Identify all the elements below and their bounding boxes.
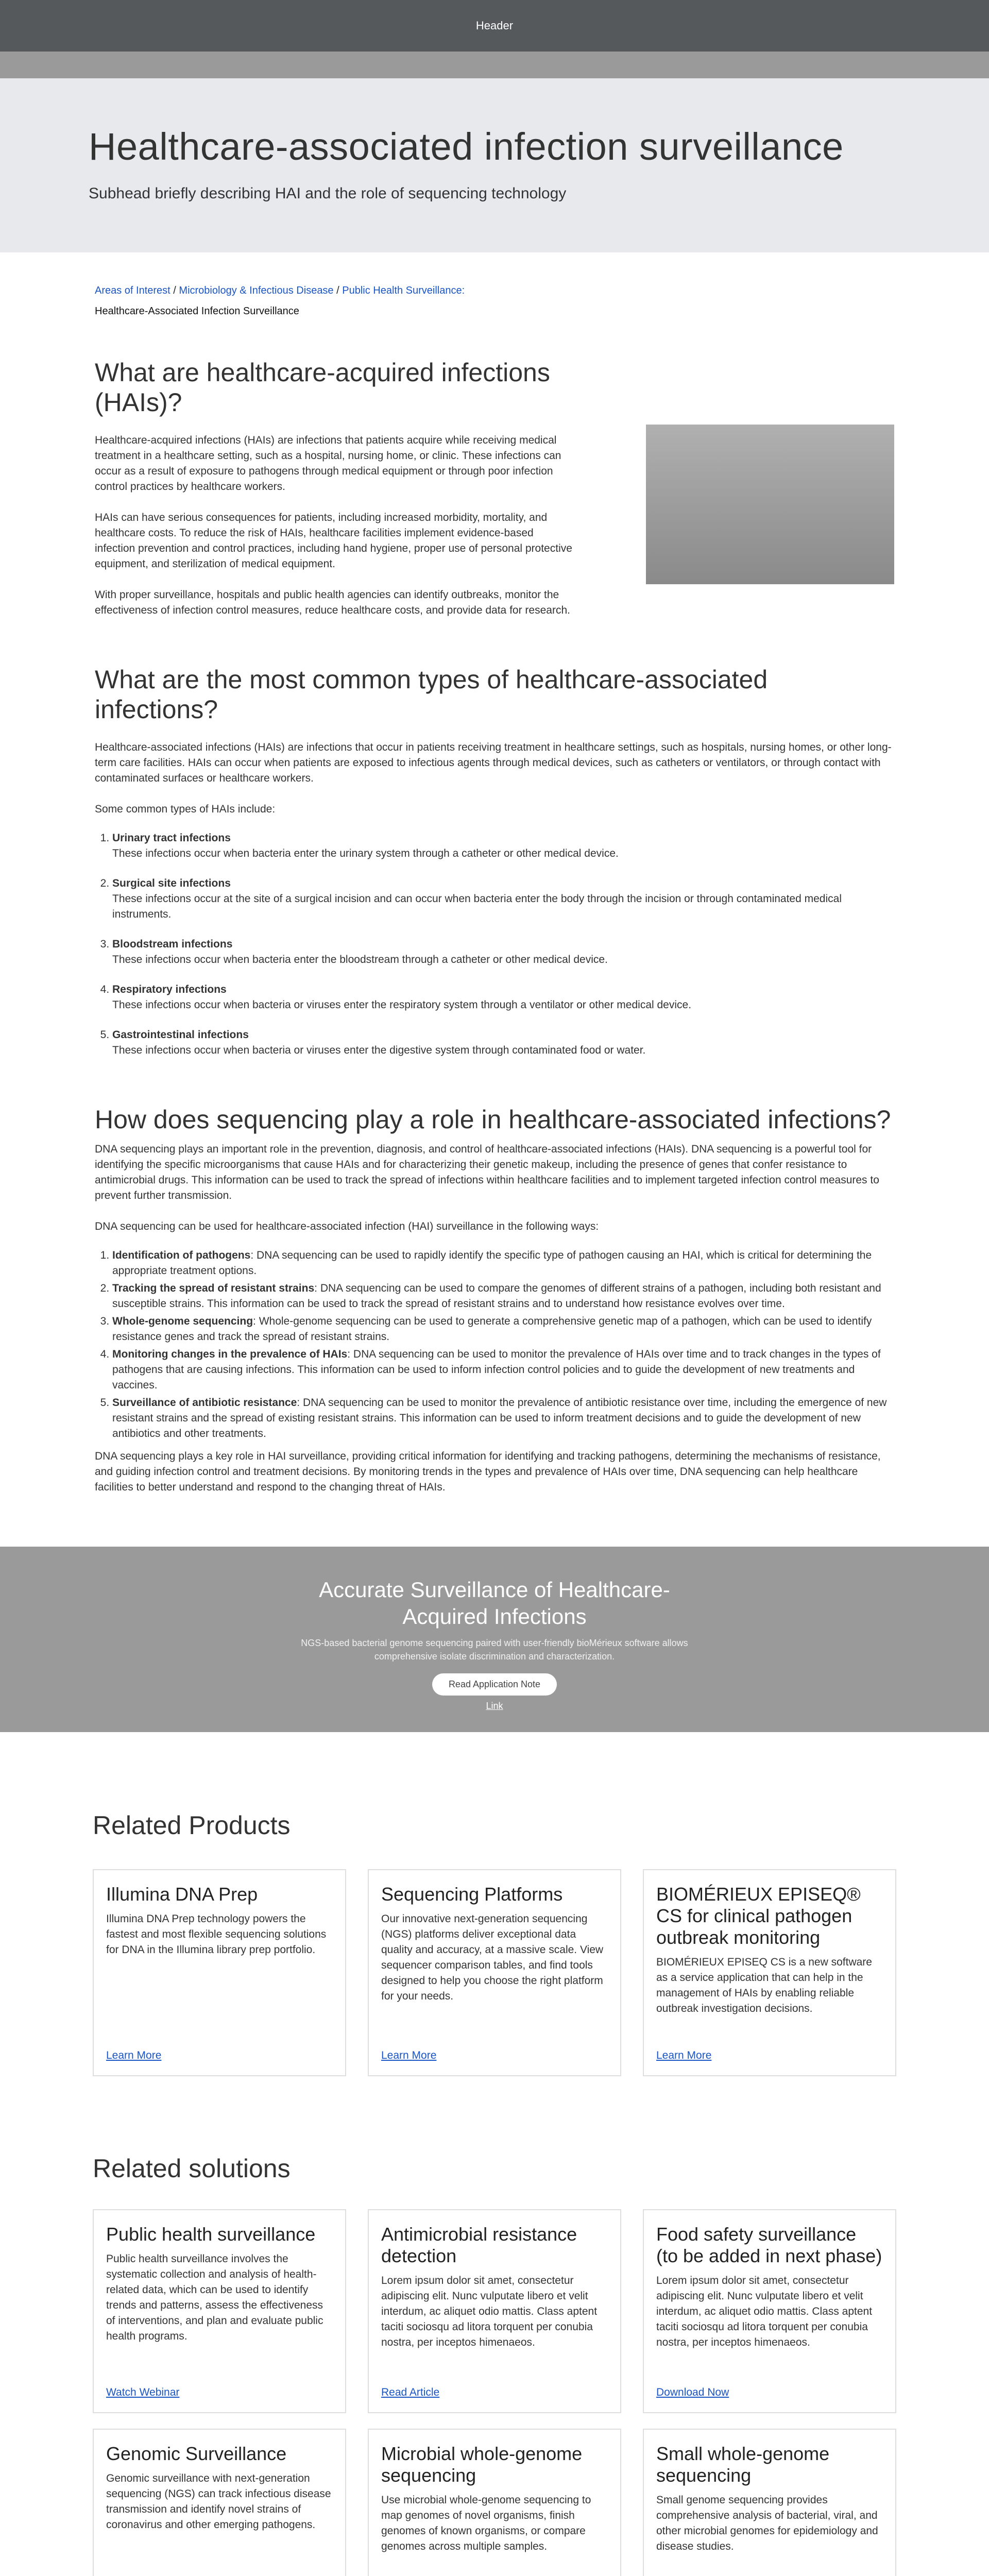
list-item-desc: DNA sequencing can be used to monitor the prevalence of antibiotic resistance over time, including the emergence of new resistant strains and the spread of existing resistant strains. This information can be used to inform treatment decisions and to guide the development of new antibiotics and other treatments. <box>112 1397 887 1439</box>
card-description: Illumina DNA Prep technology powers the fastest and most flexible sequencing solutions for DNA in the Illumina library prep portfolio. <box>106 1913 327 1956</box>
sequencing-paragraph: DNA sequencing can be used for healthcare-associated infection (HAI) surveillance in the following ways: <box>95 1221 599 1232</box>
list-item: 5. Surveillance of antibiotic resistance: DNA sequencing can be used to monitor the prevalence of antibiotic resistance over time, including the emergence of new resistant strains and the spread of existing resistant strains. This information can be used to inform treatment decisions and to guide the development of new antibiotics and other treatments. <box>112 1395 894 1442</box>
watch-webinar-link[interactable]: Watch Webinar <box>106 2386 180 2398</box>
product-card <box>368 1869 621 2076</box>
cta-link[interactable]: Link <box>486 1701 503 1711</box>
solution-card-row <box>93 2209 896 2413</box>
list-item-desc: DNA sequencing can be used to compare the genomes of different strains of a pathogen, including both resistant and susceptible strains. This information can be used to track the spread of resistant strains and to understand how resistance evolves over time. <box>112 1282 881 1310</box>
product-card <box>93 1869 346 2076</box>
solution-card <box>643 2209 896 2413</box>
sequencing-summary <box>95 1449 894 1495</box>
hai-intro-title: What are healthcare-acquired infections (HAIs)? <box>95 358 550 417</box>
card-description: Small genome sequencing provides comprehensive analysis of bacterial, viral, and other microbial genomes for epidemiology and disease studies. <box>656 2494 878 2552</box>
hai-intro-paragraph: Healthcare-acquired infections (HAIs) are infections that patients acquire while receiving medical treatment in a healthcare setting, such as a hospital, nursing home, or clinic. These infections can occur as a result of exposure to pathogens through medical equipment or through poor infection control practices by healthcare workers. <box>95 434 561 493</box>
learn-more-link[interactable]: Learn More <box>656 2049 712 2061</box>
breadcrumb-link-microbiology[interactable]: Microbiology & Infectious Disease <box>179 285 334 296</box>
breadcrumb-link-public-health[interactable]: Public Health Surveillance: <box>342 285 465 296</box>
hai-types-paragraph: Healthcare-associated infections (HAIs) are infections that occur in patients receiving treatment in healthcare settings, such as hospitals, nursing homes, or other long-term care facilities. HAIs can occur when patients are exposed to infectious agents through medical devices, such as catheters or ventilators, or through contact with contaminated surfaces or healthcare workers. <box>95 741 892 784</box>
site-header <box>0 0 989 52</box>
sequencing-paragraph: DNA sequencing plays an important role in the prevention, diagnosis, and control of healthcare-associated infections (HAIs). DNA sequencing is a powerful tool for identifying the specific microorganisms that cause HAIs and for characterizing their genetic makeup, including the presence of genes that confer resistance to antimicrobial drugs. This information can be used to track the spread of infections within healthcare facilities and to implement targeted infection control measures to prevent further transmission. <box>95 1143 879 1201</box>
list-item <box>112 982 894 1013</box>
breadcrumb-separator: / <box>333 285 343 296</box>
card-description: BIOMÉRIEUX EPISEQ CS is a new software as a service application that can help in the management of HAIs by enabling reliable outbreak investigation decisions. <box>656 1956 872 2014</box>
card-description: Genomic surveillance with next-generation sequencing (NGS) can track infectious disease transmission and identify novel strains of coronavirus and other emerging pathogens. <box>106 2472 331 2531</box>
related-solutions-section <box>93 2154 896 2576</box>
hai-types-list <box>95 831 894 1058</box>
hero-subhead: Subhead briefly describing HAI and the role of sequencing technology <box>89 185 567 202</box>
main-content <box>0 280 989 1495</box>
cta-description: NGS-based bacterial genome sequencing paired with user-friendly bioMérieux software allows comprehensive isolate discrimination and characterization. <box>301 1638 688 1662</box>
breadcrumb-current: Healthcare-Associated Infection Surveillance <box>95 306 299 317</box>
list-item-desc: Whole-genome sequencing can be used to generate a comprehensive genetic map of a pathogen, which can be used to identify resistance genes and track the spread of resistant strains. <box>112 1315 872 1343</box>
related-products-section <box>93 1810 896 2076</box>
related-content <box>0 1810 989 2576</box>
subnav-strip <box>0 52 989 78</box>
list-item-title: Tracking the spread of resistant strains <box>112 1282 315 1294</box>
related-products-title: Related Products <box>93 1811 291 1840</box>
sequencing-paragraph: DNA sequencing plays a key role in HAI surveillance, providing critical information for identifying and tracking pathogens, determining the mechanisms of resistance, and guiding infection control and treatment decisions. By monitoring trends in the types and prevalence of HAIs over time, DNA sequencing can help healthcare facilities to better understand and respond to the changing threat of HAIs. <box>95 1450 881 1493</box>
hai-types-section <box>95 665 894 1058</box>
card-description: Public health surveillance involves the systematic collection and analysis of health-related data, which can be used to identify trends and patterns, assess the effectiveness of interventions, and plan and evaluate public health programs. <box>106 2253 323 2342</box>
card-description: Use microbial whole-genome sequencing to map genomes of novel organisms, finish genomes of known organisms, or compare genomes across multiple samples. <box>381 2494 591 2552</box>
list-item-title: Monitoring changes in the prevalence of HAIs <box>112 1348 348 1360</box>
list-item <box>112 831 894 861</box>
list-item <box>112 1027 894 1058</box>
breadcrumb-trail <box>95 280 894 301</box>
solution-card <box>643 2429 896 2576</box>
solution-card <box>368 2429 621 2576</box>
list-item-title: Gastrointestinal infections <box>112 1029 249 1041</box>
sequencing-section <box>95 1105 894 1495</box>
hai-types-title: What are the most common types of healthcare-associated infections? <box>95 665 768 724</box>
list-item-title: Surveillance of antibiotic resistance <box>112 1397 297 1409</box>
solution-card <box>93 2209 346 2413</box>
product-card-row <box>93 1869 896 2076</box>
download-now-link[interactable]: Download Now <box>656 2386 729 2398</box>
card-description: Our innovative next-generation sequencing (NGS) platforms deliver exceptional data quality and accuracy, at a massive scale. View sequencer comparison tables, and find tools designed to help you choose the right platform for your needs. <box>381 1913 604 2002</box>
hai-types-paragraph: Some common types of HAIs include: <box>95 803 276 815</box>
hai-image-placeholder <box>646 425 894 584</box>
read-application-note-button[interactable]: Read Application Note <box>432 1673 557 1696</box>
card-title: Illumina DNA Prep <box>106 1884 258 1905</box>
solution-card <box>368 2209 621 2413</box>
hai-types-body <box>95 740 894 817</box>
learn-more-link[interactable]: Learn More <box>381 2049 437 2061</box>
breadcrumb-separator: / <box>170 285 179 296</box>
solution-card-row <box>93 2429 896 2576</box>
card-title: Sequencing Platforms <box>381 1884 563 1905</box>
breadcrumb <box>95 280 894 321</box>
read-article-link[interactable]: Read Article <box>381 2386 440 2398</box>
list-item-desc: These infections occur at the site of a surgical incision and can occur when bacteria enter the body through the incision or through contaminated medical instruments. <box>112 893 842 920</box>
list-item-title: Bloodstream infections <box>112 938 233 950</box>
list-item-title: Urinary tract infections <box>112 832 231 844</box>
cta-banner <box>0 1547 989 1732</box>
card-title: Small whole-genome sequencing <box>656 2443 830 2486</box>
list-item-desc: These infections occur when bacteria or viruses enter the respiratory system through a ventilator or other medical device. <box>112 999 692 1011</box>
learn-more-link[interactable]: Learn More <box>106 2049 162 2061</box>
card-title: Microbial whole-genome sequencing <box>381 2443 583 2486</box>
list-item-title: Respiratory infections <box>112 984 227 995</box>
hai-intro-text <box>95 358 574 618</box>
list-item: 2. Tracking the spread of resistant strains: DNA sequencing can be used to compare the genomes of different strains of a pathogen, including both resistant and susceptible strains. This information can be used to track the spread of resistant strains and to understand how resistance evolves over time. <box>112 1281 894 1312</box>
hai-intro-section <box>95 358 894 618</box>
product-card <box>643 1869 896 2076</box>
list-item-desc: DNA sequencing can be used to monitor the prevalence of HAIs over time and to track changes in the types of pathogens that are causing infections. This information can be used to inform infection control policies and to guide the development of new treatments and vaccines. <box>112 1348 881 1391</box>
hai-intro-body <box>95 433 574 618</box>
card-title: Genomic Surveillance <box>106 2443 287 2464</box>
list-item-title: Surgical site infections <box>112 877 231 889</box>
card-title: Antimicrobial resistance detection <box>381 2224 577 2266</box>
sequencing-title: How does sequencing play a role in healthcare-associated infections? <box>95 1105 891 1134</box>
card-description: Lorem ipsum dolor sit amet, consectetur adipiscing elit. Nunc vulputate libero et velit interdum, ac aliquet odio mattis. Class aptent taciti sociosqu ad litora torquent per conubia nostra, per inceptos himenaeos. <box>656 2275 873 2348</box>
card-title: Public health surveillance <box>106 2224 316 2245</box>
breadcrumb-link-areas-of-interest[interactable]: Areas of Interest <box>95 285 170 296</box>
list-item: 4. Monitoring changes in the prevalence of HAIs: DNA sequencing can be used to monitor the prevalence of HAIs over time and to track changes in the types of pathogens that are causing infections. This information can be used to inform infection control policies and to guide the development of new treatments and vaccines. <box>112 1347 894 1393</box>
hai-intro-paragraph: With proper surveillance, hospitals and public health agencies can identify outbreaks, monitor the effectiveness of infection control measures, reduce healthcare costs, and provide data for research. <box>95 589 570 616</box>
list-item: 3. Whole-genome sequencing: Whole-genome sequencing can be used to generate a comprehensive genetic map of a pathogen, which can be used to identify resistance genes and track the spread of resistant strains. <box>112 1314 894 1345</box>
list-item-desc: These infections occur when bacteria or viruses enter the digestive system through contaminated food or water. <box>112 1044 646 1056</box>
hero-banner <box>0 78 989 252</box>
page-title: Healthcare-associated infection surveillance <box>89 125 844 168</box>
list-item-title: Whole-genome sequencing <box>112 1315 253 1327</box>
list-item-title: Identification of pathogens <box>112 1249 251 1261</box>
solution-card <box>93 2429 346 2576</box>
card-title: Food safety surveillance (to be added in next phase) <box>656 2224 882 2266</box>
sequencing-uses-list <box>95 1248 894 1442</box>
list-item-desc: These infections occur when bacteria enter the urinary system through a catheter or other medical device. <box>112 848 619 859</box>
list-item-desc: These infections occur when bacteria enter the bloodstream through a catheter or other medical device. <box>112 954 608 965</box>
list-item <box>112 937 894 968</box>
list-item-desc: DNA sequencing can be used to rapidly identify the specific type of pathogen causing an HAI, which is critical for determining the appropriate treatment options. <box>112 1249 872 1277</box>
card-title: BIOMÉRIEUX EPISEQ® CS for clinical pathogen outbreak monitoring <box>656 1884 861 1948</box>
list-item: 1. Identification of pathogens: DNA sequencing can be used to rapidly identify the specific type of pathogen causing an HAI, which is critical for determining the appropriate treatment options. <box>112 1248 894 1279</box>
cta-title: Accurate Surveillance of Healthcare-Acquired Infections <box>319 1578 670 1629</box>
sequencing-body <box>95 1142 894 1234</box>
card-description: Lorem ipsum dolor sit amet, consectetur adipiscing elit. Nunc vulputate libero et velit interdum, ac aliquet odio mattis. Class aptent taciti sociosqu ad litora torquent per conubia nostra, per inceptos himenaeos. <box>381 2275 598 2348</box>
header-label: Header <box>475 19 514 32</box>
related-solutions-title: Related solutions <box>93 2154 291 2183</box>
hai-intro-paragraph: HAIs can have serious consequences for patients, including increased morbidity, mortality, and healthcare costs. To reduce the risk of HAIs, healthcare facilities implement evidence-based infection prevention and control practices, including hand hygiene, proper use of personal protective equipment, and sterilization of medical equipment. <box>95 512 572 570</box>
list-item <box>112 876 894 922</box>
